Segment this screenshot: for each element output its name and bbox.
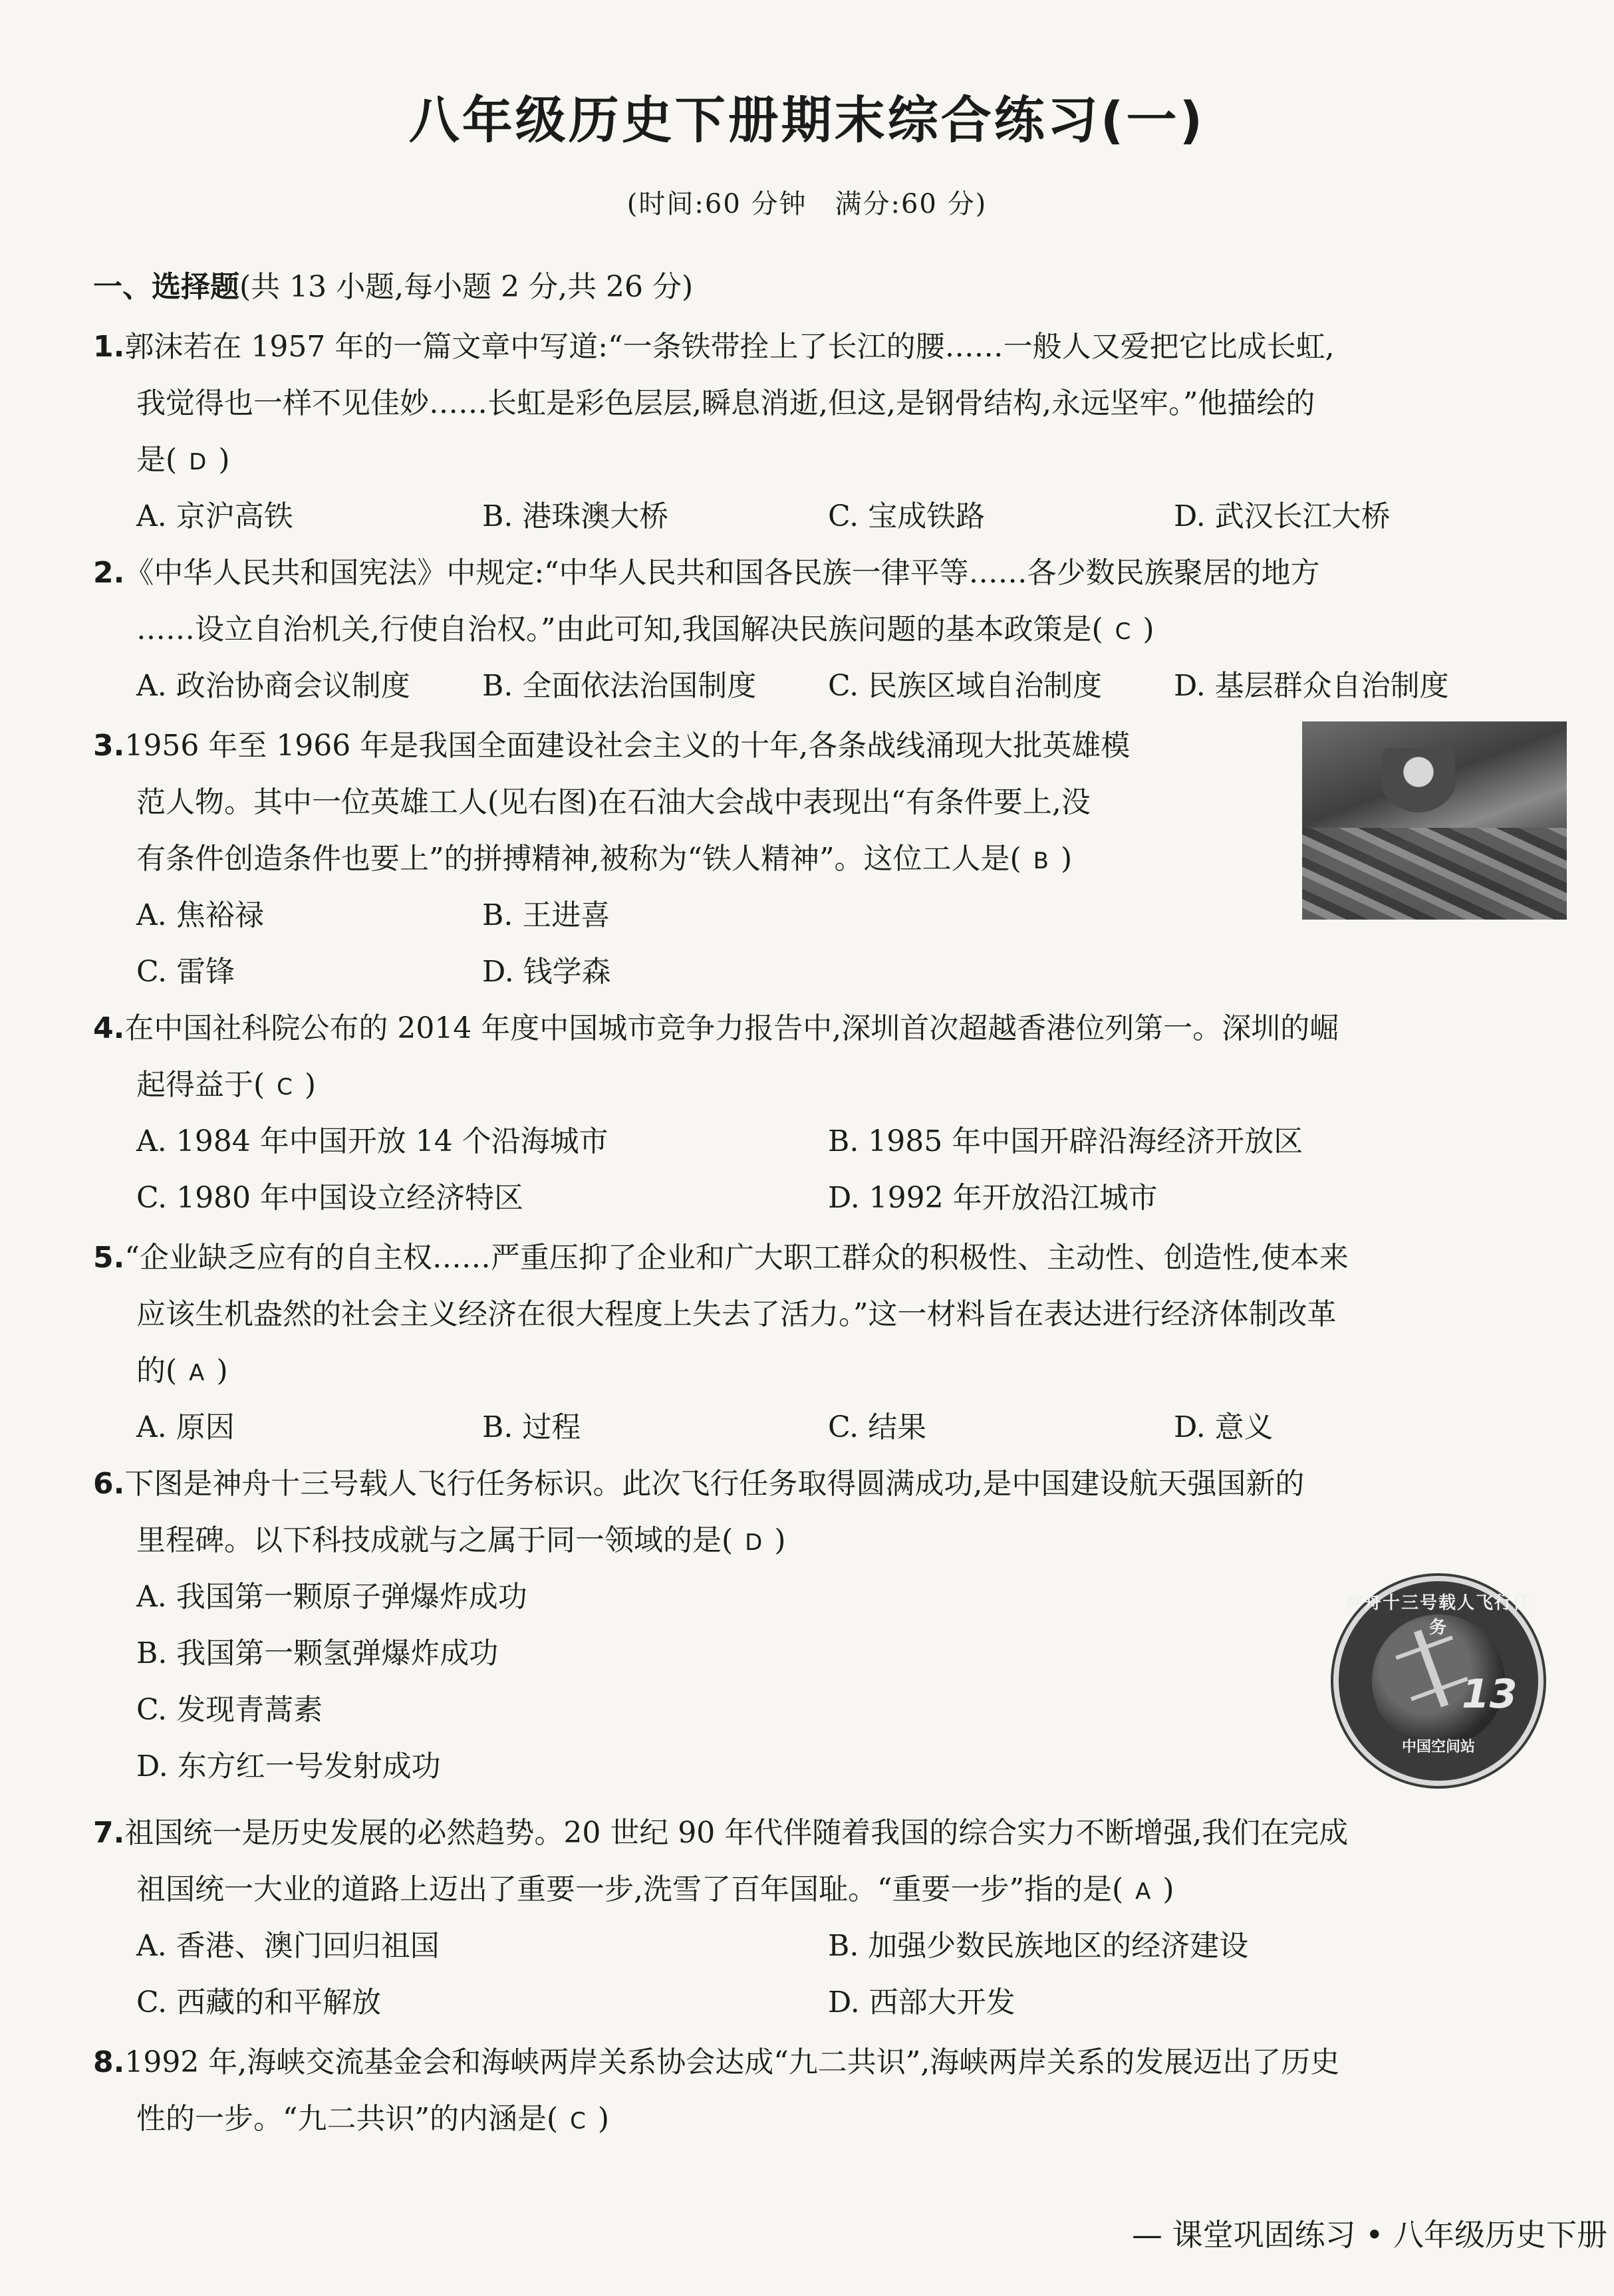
- option-d: D. 西部大开发: [828, 1985, 1015, 2019]
- option-c: C. 宝成铁路: [828, 499, 986, 533]
- option-c: C. 结果: [828, 1410, 927, 1444]
- option-a: A. 政治协商会议制度: [136, 669, 410, 703]
- section-heading: [93, 263, 693, 305]
- answer-mark: D: [189, 449, 207, 475]
- section-note: (共 13 小题,每小题 2 分,共 26 分): [239, 270, 694, 304]
- option-a: A. 京沪高铁: [136, 499, 293, 533]
- question-5-line-2: 应该生机盎然的社会主义经济在很大程度上失去了活力。”这一材料旨在表达进行经济体制改革: [136, 1297, 1337, 1331]
- question-5-line-3: 的( A ): [136, 1354, 228, 1388]
- section-label: 一、选择题: [93, 270, 239, 304]
- option-d: D. 钱学森: [482, 955, 611, 989]
- question-1-line-1: 1.郭沫若在 1957 年的一篇文章中写道:“一条铁带拴上了长江的腰……一般人又爱把它比成长虹,: [93, 330, 1335, 364]
- question-6-line-2: 里程碑。以下科技成就与之属于同一领域的是( D ): [136, 1523, 786, 1557]
- question-4-line-1: 4.在中国社科院公布的 2014 年度中国城市竞争力报告中,深圳首次超越香港位列第一。深圳的崛: [93, 1011, 1339, 1045]
- page-title: 八年级历史下册期末综合练习(一): [408, 90, 1206, 150]
- question-8-line-2: 性的一步。“九二共识”的内涵是( C ): [136, 2102, 610, 2136]
- answer-mark: C: [277, 1074, 293, 1100]
- option-b: B. 1985 年中国开辟沿海经济开放区: [828, 1124, 1303, 1158]
- question-3-line-3: 有条件创造条件也要上”的拼搏精神,被称为“铁人精神”。这位工人是( B ): [136, 842, 1073, 876]
- question-5-line-1: 5.“企业缺乏应有的自主权……严重压抑了企业和广大职工群众的积极性、主动性、创造性,使本来: [93, 1241, 1349, 1275]
- question-6-line-1: 6.下图是神舟十三号载人飞行任务标识。此次飞行任务取得圆满成功,是中国建设航天强国新的: [93, 1467, 1305, 1501]
- question-2-line-2: ……设立自治机关,行使自治权。”由此可知,我国解决民族问题的基本政策是( C ): [136, 612, 1154, 646]
- option-b: B. 过程: [482, 1410, 581, 1444]
- question-7-line-1: 7.祖国统一是历史发展的必然趋势。20 世纪 90 年代伴随着我国的综合实力不断增强,我们在完成: [93, 1816, 1349, 1850]
- option-a: A. 焦裕禄: [136, 898, 264, 932]
- option-c: C. 发现青蒿素: [136, 1693, 323, 1727]
- option-d: D. 东方红一号发射成功: [136, 1749, 441, 1783]
- question-3-line-1: 3.1956 年至 1966 年是我国全面建设社会主义的十年,各条战线涌现大批英雄模: [93, 729, 1131, 763]
- answer-mark: D: [745, 1529, 763, 1556]
- option-b: B. 王进喜: [482, 898, 610, 932]
- question-2-line-1: 2.《中华人民共和国宪法》中规定:“中华人民共和国各民族一律平等……各少数民族聚居的地方: [93, 556, 1320, 590]
- option-d: D. 意义: [1174, 1410, 1274, 1444]
- option-d: D. 基层群众自治制度: [1174, 669, 1449, 703]
- question-4-line-2: 起得益于( C ): [136, 1068, 317, 1102]
- option-a: A. 香港、澳门回归祖国: [136, 1929, 440, 1963]
- option-d: D. 武汉长江大桥: [1174, 499, 1391, 533]
- option-c: C. 雷锋: [136, 955, 235, 989]
- answer-mark: B: [1033, 848, 1049, 874]
- question-3-line-2: 范人物。其中一位英雄工人(见右图)在石油大会战中表现出“有条件要上,没: [136, 785, 1091, 819]
- exam-time-score: (时间:60 分钟 满分:60 分): [626, 189, 988, 219]
- option-c: C. 民族区域自治制度: [828, 669, 1103, 703]
- answer-mark: C: [1115, 618, 1131, 645]
- shenzhou-13-mission-badge: [1333, 1576, 1544, 1786]
- badge-top-text: 神舟十三号载人飞行任务: [1345, 1593, 1532, 1638]
- badge-number: 13: [1462, 1671, 1518, 1718]
- option-b: B. 加强少数民族地区的经济建设: [828, 1929, 1249, 1963]
- answer-mark: A: [1135, 1878, 1151, 1905]
- question-8-line-1: 8.1992 年,海峡交流基金会和海峡两岸关系协会达成“九二共识”,海峡两岸关系的发展迈出了历史: [93, 2045, 1340, 2079]
- option-a: A. 我国第一颗原子弹爆炸成功: [136, 1580, 527, 1614]
- worker-photo: [1302, 721, 1567, 920]
- answer-mark: A: [189, 1360, 205, 1386]
- badge-bottom-text: 中国空间站: [1401, 1739, 1475, 1755]
- option-c: C. 西藏的和平解放: [136, 1985, 382, 2019]
- page-footer: — 课堂巩固练习 • 八年级历史下册: [1132, 2217, 1607, 2253]
- question-1-line-3: 是( D ): [136, 443, 230, 477]
- question-7-line-2: 祖国统一大业的道路上迈出了重要一步,洗雪了百年国耻。“重要一步”指的是( A ): [136, 1872, 1174, 1906]
- answer-mark: C: [570, 2108, 586, 2134]
- option-b: B. 港珠澳大桥: [482, 499, 669, 533]
- option-c: C. 1980 年中国设立经济特区: [136, 1181, 524, 1215]
- question-1-line-2: 我觉得也一样不见佳妙……长虹是彩色层层,瞬息消逝,但这,是钢骨结构,永远坚牢。”他描绘的: [136, 386, 1315, 420]
- option-b: B. 我国第一颗氢弹爆炸成功: [136, 1636, 499, 1670]
- option-b: B. 全面依法治国制度: [482, 669, 757, 703]
- option-d: D. 1992 年开放沿江城市: [828, 1181, 1158, 1215]
- option-a: A. 原因: [136, 1410, 235, 1444]
- option-a: A. 1984 年中国开放 14 个沿海城市: [136, 1124, 608, 1158]
